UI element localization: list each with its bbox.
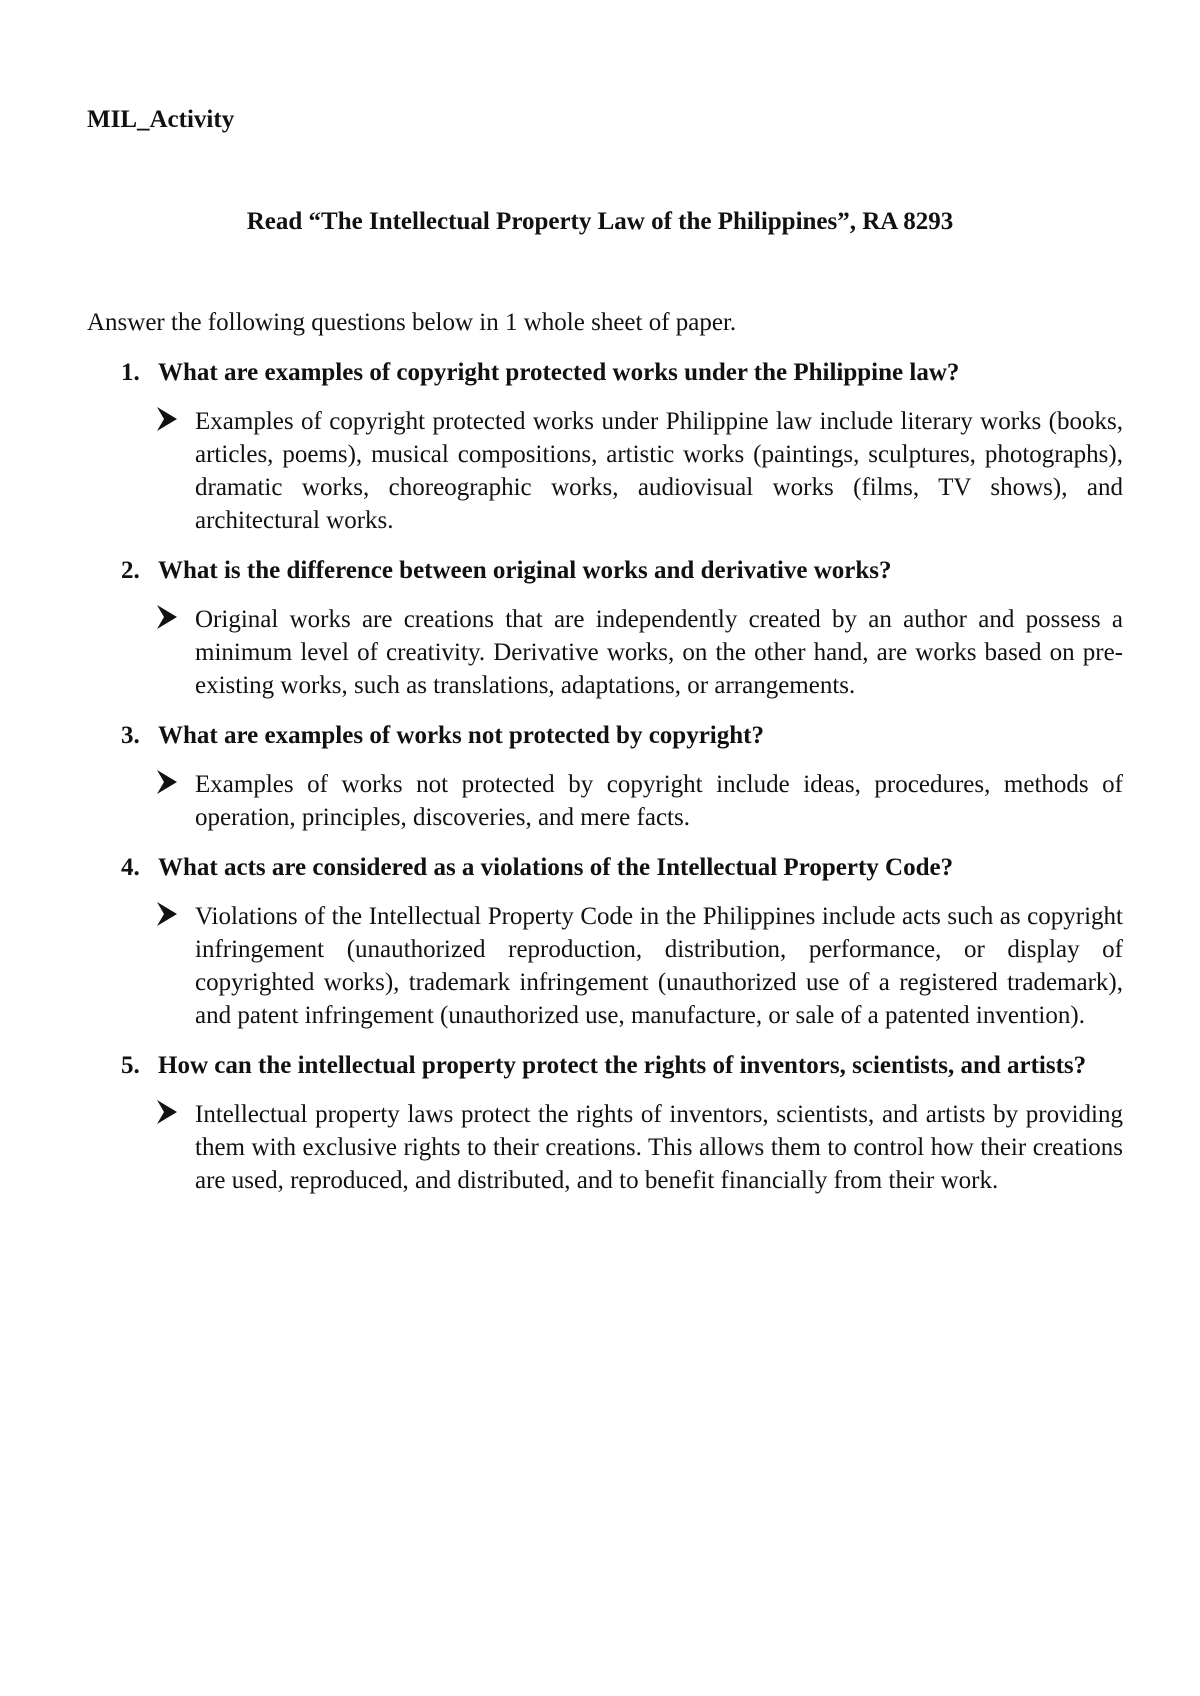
question-text: What are examples of copyright protected works under the Philippine law? [158,359,960,386]
answer-text: Intellectual property laws protect the rights of inventors, scientists, and artists by providing them with exclusive rights to their creations. This allows them to control how their creations are used, reproduced, and distributed, and to benefit financially from their work. [195,1101,1123,1194]
question-text: What are examples of works not protected by copyright? [158,722,764,749]
document-title: Read “The Intellectual Property Law of the Philippines”, RA 8293 [246,208,954,235]
document-label: MIL_Activity [87,106,235,133]
arrowhead-bullet-icon [156,901,178,927]
question-number: 5. [121,1052,140,1079]
question-item [87,356,1123,537]
answer-item [195,405,1123,537]
answer-item [195,603,1123,702]
answer-item [195,768,1123,834]
question-number: 3. [121,722,140,749]
question-text: How can the intellectual property protect the rights of inventors, scientists, and artists? [158,1052,1087,1079]
answer-item [195,900,1123,1032]
question-item [87,719,1123,834]
answer-text: Examples of works not protected by copyright include ideas, procedures, methods of operation, principles, discoveries, and mere facts. [195,771,1123,831]
instructions-text: Answer the following questions below in 1 whole sheet of paper. [87,309,737,336]
answer-item [195,1098,1123,1197]
arrowhead-bullet-icon [156,604,178,630]
arrowhead-bullet-icon [156,769,178,795]
question-item [87,851,1123,1032]
question-number: 1. [121,359,140,386]
answer-text: Examples of copyright protected works under Philippine law include literary works (books, articles, poems), musical compositions, artistic works (paintings, sculptures, photographs), dramatic works, choreographic works, audiovisual works (films, TV shows), and architectural works. [195,408,1123,534]
question-list [87,356,1123,1214]
question-item [87,554,1123,702]
question-item [87,1049,1123,1197]
answer-text: Original works are creations that are independently created by an author and possess a minimum level of creativity. Derivative works, on the other hand, are works based on pre-existing works, such as translations, adaptations, or arrangements. [195,606,1123,699]
arrowhead-bullet-icon [156,406,178,432]
question-number: 4. [121,854,140,881]
question-number: 2. [121,557,140,584]
arrowhead-bullet-icon [156,1099,178,1125]
question-text: What is the difference between original works and derivative works? [158,557,892,584]
question-text: What acts are considered as a violations of the Intellectual Property Code? [158,854,954,881]
answer-text: Violations of the Intellectual Property Code in the Philippines include acts such as copyright infringement (unauthorized reproduction, distribution, performance, or display of copyrighted works), trademark infringement (unauthorized use of a registered trademark), and patent infringement (unauthorized use, manufacture, or sale of a patented invention). [195,903,1123,1029]
